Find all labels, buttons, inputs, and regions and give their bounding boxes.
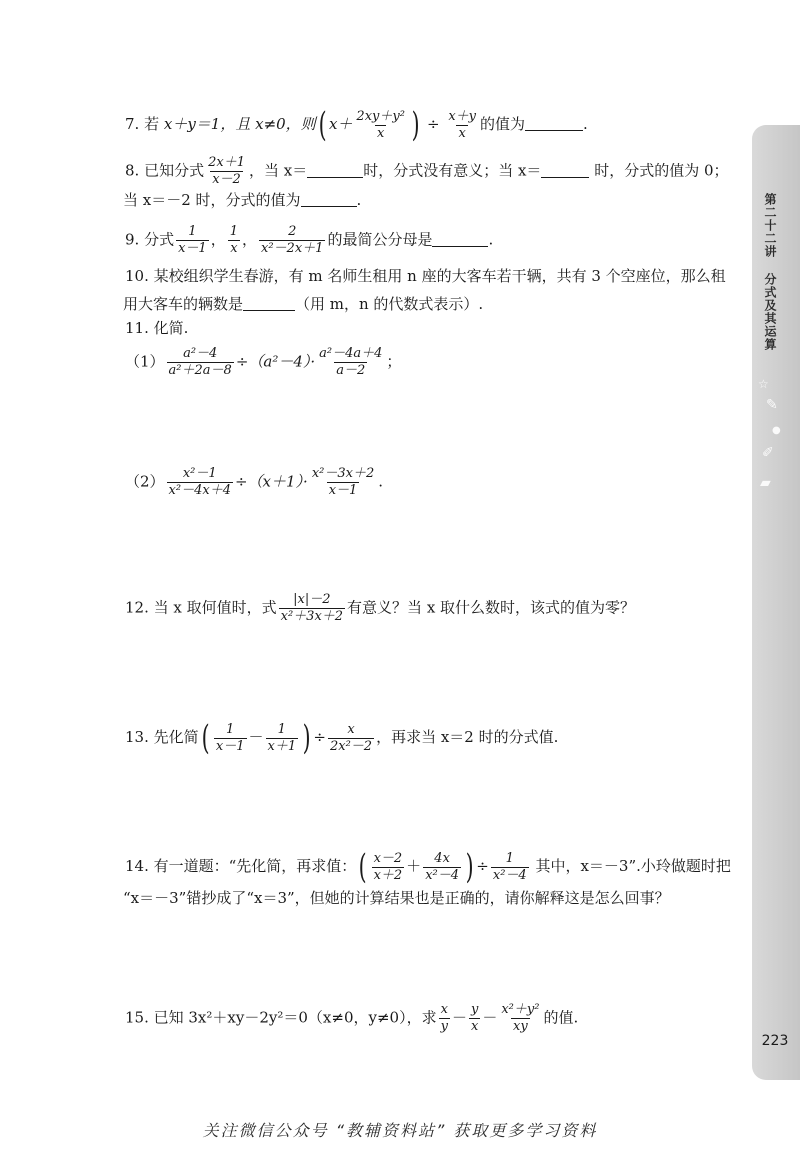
question-10: 10. 某校组织学生春游，有 m 名师生租用 n 座的大客车若干辆，共有 3 个空座位，那么租 — [125, 267, 726, 285]
q8-text-1: ，当 x＝ — [248, 161, 308, 180]
q11-p1-fraction-1 — [167, 346, 234, 379]
denominator: x－2 — [212, 172, 241, 187]
denominator: x²－2x＋1 — [261, 241, 324, 256]
denominator: x－1 — [215, 738, 245, 754]
q7-inner: x＋ — [328, 115, 353, 133]
numerator: 4x — [434, 850, 450, 866]
pencil-icon: ✎ — [766, 397, 778, 413]
numerator: 2 — [288, 224, 297, 239]
right-paren: ) — [411, 105, 420, 145]
chapter-label: 第二十二讲 — [763, 193, 777, 258]
q15-suffix: 的值. — [543, 1008, 579, 1027]
q11-p2-middle: ÷（x＋1）· — [234, 472, 308, 491]
q7-fraction-1 — [354, 109, 407, 142]
minus-sign: － — [451, 1008, 467, 1027]
denominator: x²－4 — [492, 867, 527, 883]
denominator: y — [440, 1019, 448, 1034]
q9-fraction-3 — [259, 224, 325, 257]
question-15 — [125, 1002, 578, 1035]
numerator: x＋y — [448, 108, 476, 124]
denominator: a－2 — [336, 363, 366, 378]
q14-fraction-1 — [372, 851, 405, 884]
q9-suffix: 的最简公分母是 — [327, 230, 433, 249]
numerator: a²－4a＋4 — [319, 346, 383, 361]
q10-text-1: 用大客车的辆数是 — [123, 295, 244, 313]
q11-p1-fraction-2 — [317, 346, 384, 379]
star-icon: ☆ — [758, 377, 769, 391]
q14-prefix: 14. 有一道题：“先化简，再求值： — [125, 857, 357, 875]
denominator: 2x²－2 — [329, 738, 373, 754]
dot-icon: ● — [772, 425, 781, 436]
question-13 — [125, 718, 559, 758]
footer-watermark: 关注微信公众号 “教辅资料站” 获取更多学习资料 — [202, 1121, 598, 1140]
denominator: a²＋2a－8 — [168, 363, 232, 378]
minus-sign: － — [482, 1008, 498, 1027]
numerator: x — [440, 1002, 448, 1017]
minus-sign: － — [248, 728, 264, 746]
question-14 — [125, 847, 731, 887]
question-9: 9. 分式 $\frac{1}{x-1}$ ， $\frac{1}{x}$ ， $\frac{2}{\text{x²－2x＋1}}$ 的最简公分母是 . — [125, 224, 494, 256]
q9-prefix: 9. 分式 — [125, 230, 175, 249]
q7-suffix: 的值为 — [480, 115, 526, 133]
answer-blank[interactable] — [243, 296, 295, 311]
question-12 — [125, 592, 635, 625]
q11-p1-middle: ÷（a²－4）· — [235, 352, 316, 371]
numerator: |x|－2 — [293, 592, 331, 607]
q13-suffix: ，再求当 x＝2 时的分式值. — [376, 728, 559, 746]
q10-text-2: （用 m，n 的代数式表示）. — [295, 295, 484, 313]
numerator: x－2 — [373, 850, 403, 866]
left-paren: ( — [318, 105, 327, 145]
plus-sign: ＋ — [406, 857, 422, 875]
denominator: x²－4 — [425, 867, 460, 883]
denominator: x＋1 — [267, 738, 297, 754]
q15-prefix: 15. 已知 3x²＋xy－2y²＝0（x≠0，y≠0），求 — [125, 1008, 437, 1027]
q11-p2-fraction-1 — [167, 466, 233, 499]
numerator: y — [470, 1002, 479, 1017]
q7-divide: ÷ — [422, 115, 445, 133]
q9-fraction-2 — [228, 224, 240, 257]
q12-fraction — [279, 592, 345, 625]
q15-fraction-1 — [439, 1002, 450, 1035]
q8-prefix: 8. 已知分式 — [125, 161, 205, 180]
q7-fraction-2 — [446, 109, 478, 142]
separator: ， — [210, 230, 226, 249]
question-7: 7. 若 x＋y＝1，且 x≠0，则( x＋ $\frac{\text{2xy＋y²}}{x}$ ) ÷ $\frac{x+y}{x}$ 的值为 . — [125, 105, 588, 145]
right-paren: ) — [302, 718, 311, 758]
left-paren: ( — [358, 847, 367, 887]
numerator: x²－1 — [182, 466, 217, 481]
separator: ， — [242, 230, 258, 249]
divide-sign: ÷ — [476, 857, 489, 875]
question-11-part-2 — [125, 466, 383, 499]
numerator: 1 — [188, 224, 197, 239]
page-number: 223 — [761, 1033, 789, 1049]
denominator: x — [377, 125, 385, 141]
q14-fraction-2 — [423, 851, 461, 884]
q8-fraction — [206, 155, 247, 188]
answer-blank[interactable] — [307, 163, 363, 178]
q8-text-4: 当 x＝－2 时，分式的值为 — [123, 191, 301, 209]
part-label: （1） — [125, 352, 165, 371]
q11-p2-end: . — [378, 472, 384, 491]
denominator: xy — [513, 1019, 528, 1034]
q13-prefix: 13. 先化简 — [125, 728, 199, 746]
question-8 — [125, 155, 729, 188]
q11-p2-fraction-2 — [310, 466, 376, 499]
chapter-sidebar — [752, 125, 800, 1080]
numerator: x — [347, 721, 355, 737]
topic-label: 分式及其运算 — [763, 273, 777, 351]
q7-prefix: 7. 若 — [125, 115, 164, 133]
denominator: x－1 — [328, 483, 358, 498]
right-paren: ) — [465, 847, 474, 887]
q11-p1-end: ； — [386, 352, 402, 371]
numerator: a²－4 — [183, 346, 218, 361]
question-10-line-2 — [123, 294, 483, 314]
numerator: 1 — [226, 721, 235, 737]
q12-suffix: 有意义？当 x 取什么数时，该式的值为零？ — [347, 598, 636, 617]
q7-condition: x＋y＝1，且 x≠0，则 — [163, 115, 316, 133]
answer-blank[interactable] — [541, 163, 589, 178]
part-label: （2） — [125, 472, 165, 491]
left-paren: ( — [201, 718, 210, 758]
numerator: 2x＋1 — [208, 155, 245, 170]
question-14-line-2: “x＝－3”错抄成了“x＝3”，但她的计算结果也是正确的，请你解释这是怎么回事？ — [123, 889, 670, 907]
numerator: x²＋y² — [501, 1002, 540, 1017]
denominator: x — [230, 241, 238, 256]
numerator: 2xy＋y² — [356, 108, 405, 124]
denominator: x＋2 — [373, 867, 403, 883]
numerator: x²－3x＋2 — [311, 466, 375, 481]
numerator: 1 — [505, 850, 514, 866]
denominator: x²＋3x＋2 — [280, 609, 344, 624]
q14-fraction-3 — [491, 851, 529, 884]
book-icon: ▰ — [760, 475, 771, 491]
question-11-part-1 — [125, 346, 401, 379]
q13-fraction-3 — [328, 722, 374, 755]
q13-fraction-2 — [266, 722, 299, 755]
q9-fraction-1 — [176, 224, 209, 257]
numerator: 1 — [277, 721, 286, 737]
q15-fraction-2 — [469, 1002, 480, 1035]
denominator: x²－4x＋4 — [168, 483, 231, 498]
denominator: x－1 — [178, 241, 207, 256]
answer-blank[interactable] — [525, 116, 583, 131]
q8-text-3: 时，分式的值为 0； — [589, 161, 729, 180]
denominator: x — [458, 125, 466, 141]
q15-fraction-3 — [499, 1002, 541, 1035]
q13-fraction-1 — [214, 722, 247, 755]
question-8-line-2: 当 x＝－2 时，分式的值为 . — [123, 191, 362, 209]
ruler-icon: ✐ — [762, 445, 774, 461]
denominator: x — [470, 1019, 479, 1034]
answer-blank[interactable] — [432, 232, 488, 247]
answer-blank[interactable] — [301, 192, 357, 207]
numerator: 1 — [229, 224, 238, 239]
q14-suffix: 其中，x＝－3”.小玲做题时把 — [530, 857, 731, 875]
divide-sign: ÷ — [313, 728, 326, 746]
q8-text-2: 时，分式没有意义；当 x＝ — [363, 161, 542, 180]
question-11-title: 11. 化简. — [125, 319, 189, 337]
q12-prefix: 12. 当 x 取何值时，式 — [125, 598, 277, 617]
